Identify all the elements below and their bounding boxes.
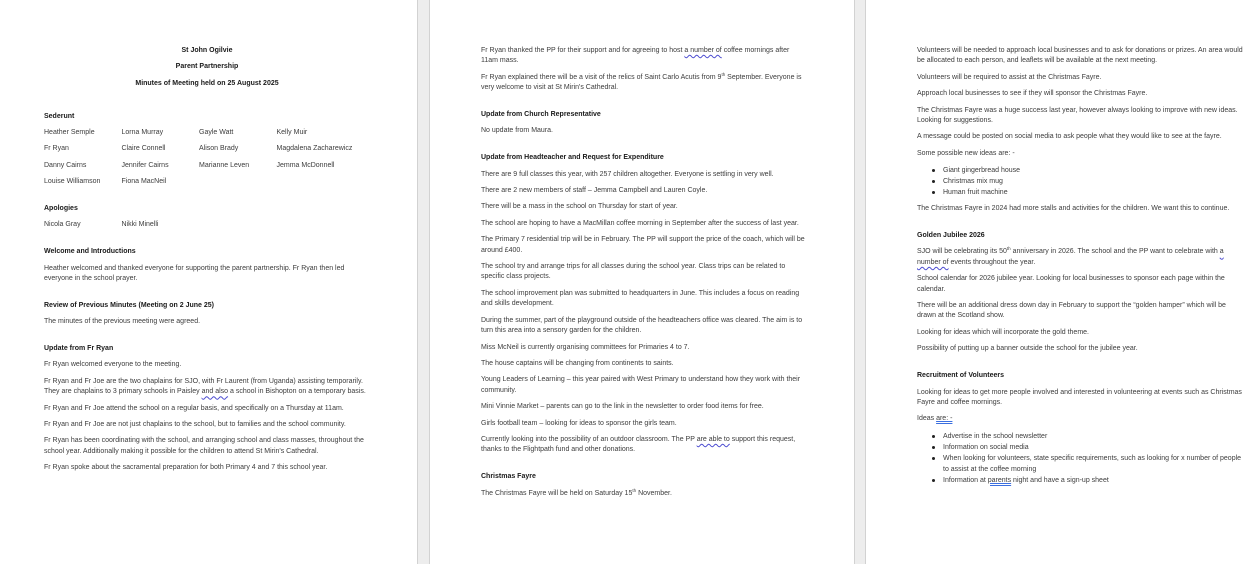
text-run: Update from Church Representative: [481, 111, 601, 119]
paragraph: [481, 235, 807, 256]
paragraph: [44, 264, 370, 285]
document-page-2: [429, 0, 855, 564]
bullet-item: [943, 453, 1243, 475]
text-run: Mini Vinnie Market – parents can go to the link in the newsletter to order food items for free.: [481, 403, 764, 411]
text-run: Sederunt: [44, 112, 75, 120]
paragraph: [44, 463, 370, 473]
paragraph: [481, 359, 807, 369]
paragraph: [44, 360, 370, 370]
text-run: When looking for volunteers, state specific requirements, such as looking for x number of people to assist at the coffee morning: [943, 454, 1242, 473]
document-page-3: [865, 0, 1260, 564]
paragraph: [44, 436, 370, 457]
bullet-item: [943, 431, 1243, 442]
page-content: [44, 46, 370, 474]
paragraph: [481, 46, 807, 67]
attendee-name: Lorna Murray: [121, 129, 164, 137]
paragraph: [917, 46, 1243, 67]
paragraph: [481, 289, 807, 310]
section-heading: [481, 472, 807, 482]
attendee-list: [44, 128, 370, 188]
text-run: Fr Ryan has been coordinating with the school, and arranging school and class masses, throughout the school year. Additionally making it possible for the children to attend St Mirin's Cathedral.: [44, 437, 364, 455]
paragraph: [917, 344, 1243, 354]
section-heading: [917, 371, 1243, 381]
document-title: [44, 62, 370, 72]
text-run: night and have a sign-up sheet: [1011, 476, 1109, 484]
paragraph: [917, 301, 1243, 322]
text-run: The minutes of the previous meeting were agreed.: [44, 318, 201, 326]
paragraph: [481, 489, 807, 499]
text-run: Fr Ryan and Fr Joe are not just chaplains to the school, but to families and the school community.: [44, 421, 346, 429]
text-run: The Primary 7 residential trip will be in February. The PP will support the price of the coach, which will be around £400.: [481, 236, 805, 254]
text-run: Advertise in the school newsletter: [943, 432, 1048, 440]
section-heading: [44, 204, 370, 214]
section-heading: [481, 110, 807, 120]
text-run: Ideas: [917, 415, 937, 423]
text-run: St John Ogilvie: [181, 47, 233, 54]
document-page-1: [0, 0, 418, 564]
attendee-name: Marianne Leven: [199, 161, 250, 169]
paragraph: [481, 343, 807, 353]
text-run: Golden Jubilee 2026: [917, 232, 985, 240]
page-content: [481, 46, 807, 499]
attendee-name: Alison Brady: [199, 145, 239, 153]
bullet-item: Christmas mix mug: [943, 176, 1243, 187]
paragraph: [44, 377, 370, 398]
text-run: The house captains will be changing from continents to saints.: [481, 359, 674, 367]
section-heading: [44, 247, 370, 257]
paragraph: [481, 375, 807, 396]
section-heading: [917, 231, 1243, 241]
text-run: The Christmas Fayre was a huge success last year, however always looking to improve with new ideas. Looking for suggestions.: [917, 106, 1238, 125]
text-run: Some possible new ideas are: -: [917, 149, 1015, 157]
paragraph: [917, 328, 1243, 338]
text-run: Young Leaders of Learning – this year paired with West Primary to understand how they work with their community.: [481, 376, 801, 394]
text-run: November.: [636, 489, 672, 497]
text-run: Currently looking into the possibility of an outdoor classroom. The PP: [481, 435, 697, 443]
paragraph: [481, 73, 807, 94]
section-heading: [44, 301, 370, 311]
paragraph: [481, 219, 807, 229]
text-run: Volunteers will be needed to approach local businesses and to ask for donations or prizes. An area would be allocated to each person, and leaflets will be available at the next meeting.: [917, 47, 1243, 65]
text-run: Fr Ryan explained there will be a visit of the relics of Saint Carlo Acutis from 9: [481, 73, 722, 81]
text-run: Information on social media: [943, 443, 1029, 451]
superscript: th: [632, 487, 637, 493]
text-run: Parent Partnership: [175, 63, 239, 71]
paragraph: [481, 186, 807, 196]
paragraph: [44, 404, 370, 414]
text-run: a school in Bishopton on a temporary basis.: [228, 388, 366, 396]
paragraph: [481, 419, 807, 429]
paragraph: [917, 204, 1243, 214]
text-run: Fr Ryan thanked the PP for their support and for agreeing to host: [481, 47, 685, 54]
paragraph: [481, 170, 807, 180]
text-run: The school are hoping to have a MacMillan coffee morning in September after the success of last year.: [481, 219, 799, 227]
text-run: Approach local businesses to see if they will sponsor the Christmas Fayre.: [917, 90, 1148, 98]
text-run: Looking for ideas to get more people involved and interested in volunteering at events such as Christmas Fayre and coffee mornings.: [917, 388, 1242, 406]
text-run: Recruitment of Volunteers: [917, 372, 1004, 380]
paragraph: [917, 247, 1243, 268]
paragraph: [481, 402, 807, 412]
text-run: Information at: [943, 476, 988, 484]
text-run: Looking for ideas which will incorporate the gold theme.: [917, 328, 1089, 336]
text-run: No update from Maura.: [481, 127, 553, 135]
superscript: th: [721, 71, 726, 77]
text-run: The Christmas Fayre will be held on Saturday 15: [481, 489, 633, 497]
text-run: Heather welcomed and thanked everyone for supporting the parent partnership. Fr Ryan then led everyone in the school prayer.: [44, 264, 345, 283]
text-run: September. Everyone is very welcome to visit at St Mirin's Cathedral.: [481, 73, 802, 92]
paragraph: [481, 316, 807, 337]
paragraph: [917, 132, 1243, 142]
attendee-name: Jennifer Cairns: [121, 161, 169, 169]
paragraph: [44, 317, 370, 327]
document-title: [44, 46, 370, 56]
text-run: Welcome and Introductions: [44, 248, 136, 256]
paragraph: [917, 414, 1243, 424]
text-run: coffee mornings after 11am mass.: [481, 47, 790, 65]
text-run: Miss McNeil is currently organising committees for Primaries 4 to 7.: [481, 343, 690, 351]
text-run: The Christmas Fayre in 2024 had more stalls and activities for the children. We want this to continue.: [917, 205, 1230, 213]
text-run: Update from Fr Ryan: [44, 345, 114, 353]
attendee-name: Fr Ryan: [44, 145, 69, 153]
attendee-name: Claire Connell: [121, 145, 166, 153]
text-run: Apologies: [44, 205, 78, 213]
paragraph: [917, 106, 1243, 127]
text-run: support this request, thanks to the Flightpath fund and other donations.: [481, 435, 796, 454]
text-run: A message could be posted on social media to ask people what they would like to see at the fayre.: [917, 133, 1222, 141]
grammar-suggestion[interactable]: and also: [201, 388, 229, 396]
spelling-suggestion[interactable]: are: -: [936, 415, 953, 423]
attendee-name: Gayle Watt: [199, 129, 234, 137]
attendee-name: Louise Williamson: [44, 178, 101, 186]
section-heading: [481, 153, 807, 163]
text-run: The school try and arrange trips for all classes during the school year. Class trips can be related to specific class projects.: [481, 263, 786, 281]
grammar-suggestion[interactable]: a number of: [917, 248, 1224, 266]
attendee-name: Jemma McDonnell: [276, 161, 335, 169]
attendee-name: Heather Semple: [44, 129, 95, 137]
paragraph: [44, 420, 370, 430]
bullet-item: [943, 442, 1243, 453]
attendee-name: Magdalena Zacharewicz: [276, 145, 353, 153]
text-run: Possibility of putting up a banner outside the school for the jubilee year.: [917, 345, 1138, 353]
text-run: Update from Headteacher and Request for Expenditure: [481, 154, 664, 162]
text-run: Minutes of Meeting held on 25 August 2025: [135, 79, 279, 87]
text-run: Fr Ryan welcomed everyone to the meeting.: [44, 361, 182, 369]
attendee-name: Kelly Muir: [276, 129, 308, 137]
paragraph: [917, 73, 1243, 83]
text-run: During the summer, part of the playground outside of the headteachers office was cleared. The aim is to turn this area into a sensory garden for the children.: [481, 316, 803, 335]
paragraph: [481, 435, 807, 456]
text-run: Fr Ryan and Fr Joe attend the school on a regular basis, and specifically on a Thursday at 11am.: [44, 404, 344, 412]
page-content: [917, 46, 1243, 486]
paragraph: [481, 262, 807, 283]
superscript: th: [1006, 246, 1011, 252]
attendee-name: Nikki Minelli: [121, 221, 159, 229]
text-run: events throughout the year.: [948, 258, 1036, 266]
document-title: [44, 79, 370, 89]
grammar-suggestion[interactable]: are able to: [696, 435, 730, 443]
text-run: There are 2 new members of staff – Jemma Campbell and Lauren Coyle.: [481, 187, 708, 195]
text-run: There will be a mass in the school on Thursday for start of year.: [481, 203, 678, 211]
paragraph: [917, 388, 1243, 409]
text-run: anniversary in 2026. The school and the PP want to celebrate with: [1010, 248, 1220, 256]
bullet-item: Human fruit machine: [943, 187, 1243, 198]
text-run: There will be an additional dress down day in February to support the “golden hamper” which will be drawn at the Scotland show.: [917, 302, 1226, 320]
text-run: SJO will be celebrating its 50: [917, 248, 1007, 256]
text-run: Review of Previous Minutes (Meeting on 2 June 25): [44, 301, 214, 309]
grammar-suggestion[interactable]: a number of: [684, 47, 722, 54]
bullet-list: [917, 431, 1243, 486]
text-run: Fr Ryan and Fr Joe are the two chaplains for SJO, with Fr Laurent (from Uganda) assisting temporarily. They are chaplains to 3 primary schools in Paisley: [44, 377, 363, 396]
paragraph: [481, 126, 807, 136]
text-run: Christmas Fayre: [481, 473, 536, 481]
attendee-name: Nicola Gray: [44, 221, 81, 229]
text-run: School calendar for 2026 jubilee year. Looking for local businesses to sponsor each page within the calendar.: [917, 275, 1225, 293]
bullet-list: [917, 165, 1243, 198]
text-run: Girls football team – looking for ideas to sponsor the girls team.: [481, 419, 677, 427]
paragraph: [917, 274, 1243, 295]
spelling-suggestion[interactable]: parents: [987, 476, 1012, 484]
text-run: There are 9 full classes this year, with 257 children altogether. Everyone is settling in very well.: [481, 170, 774, 178]
section-heading: [44, 344, 370, 354]
text-run: Volunteers will be required to assist at the Christmas Fayre.: [917, 73, 1102, 81]
paragraph: [917, 149, 1243, 159]
paragraph: [917, 89, 1243, 99]
text-run: The school improvement plan was submitted to headquarters in June. This includes a focus on reading and skills development.: [481, 289, 800, 308]
section-heading: [44, 112, 370, 122]
bullet-item: Giant gingerbread house: [943, 165, 1243, 176]
paragraph: [481, 202, 807, 212]
text-run: Fr Ryan spoke about the sacramental preparation for both Primary 4 and 7 this school year.: [44, 464, 328, 472]
attendee-name: Danny Cairns: [44, 161, 87, 169]
bullet-item: [943, 475, 1243, 486]
attendee-name: Fiona MacNeil: [121, 178, 167, 186]
attendee-list: [44, 220, 370, 230]
